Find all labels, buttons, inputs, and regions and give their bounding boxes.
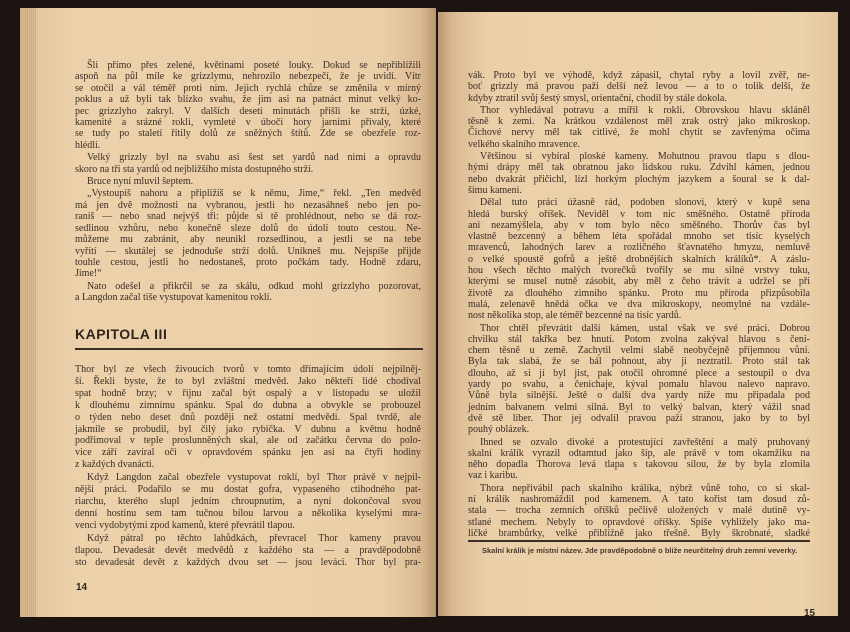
text-line: dvě stě liber. Thor jej odvalil pravou paží stranou, jako by to byl bbox=[468, 412, 810, 424]
text-line: boť grizzly má pravou paži delší než levou — a to o tolik delší, že bbox=[468, 81, 810, 93]
text-line: z každých dvanácti. bbox=[75, 459, 155, 471]
text-line: Byla tak slabá, že se bál pohnout, aby ji neztratil. Proto stál tak bbox=[468, 356, 810, 368]
chapter-heading: KAPITOLA III bbox=[75, 326, 168, 342]
paragraph bbox=[75, 152, 421, 175]
text-line: aspoň na půl míle ke grizzlymu, nehrozilo nebezpečí, že je uvidí. Vítr bbox=[75, 71, 421, 83]
text-line: něho dopadla Thorova levá tlapa s takovou silou, že by byla zlomila bbox=[468, 459, 810, 471]
left-page bbox=[20, 8, 436, 617]
text-line: Velký grizzly byl na svahu asi šest set yardů nad nimi a opravdu bbox=[87, 152, 421, 164]
text-line: ličké brambůrky, velké přibližně jako třešně. Byly škrobnaté, sladké bbox=[468, 527, 810, 539]
text-line: stala — trocha zemních oříšků pečlivě uložených v malé dutině vy- bbox=[468, 505, 810, 517]
text-line: raníš — nebo snad nejvýš tři: půjde si tě prohlédnout, nebo se dá roz- bbox=[75, 211, 421, 223]
text-line: o týden nebo deset dnů později než ostatní medvědi. Spal tvrdě, ale bbox=[75, 411, 421, 423]
right-page-text bbox=[468, 70, 810, 539]
text-line: Šli přímo přes zelené, květinami poseté louky. Dokud se nepřiblížili bbox=[87, 60, 421, 71]
text-line: Bruce nyní mluvil šeptem. bbox=[87, 176, 194, 188]
paragraph bbox=[468, 437, 810, 482]
text-line: touhle cestou, jestli ho nedostaneš, proto počkám tady. Hodně zdaru, bbox=[75, 256, 421, 268]
text-line: pec grizzlyho zakryl. V dalších deseti minutách přišli ke strži, úzké, bbox=[75, 105, 421, 117]
text-line: kdyby ztratil svůj šestý smysl, orientační, chodil by stále dokola. bbox=[468, 92, 727, 104]
paragraph bbox=[75, 176, 421, 187]
text-line: poklus a už byli tak blízko svahu, že jim asi na patnáct minut velký ko- bbox=[75, 94, 421, 106]
text-line: Jime!“ bbox=[75, 268, 102, 280]
paragraph bbox=[75, 281, 421, 304]
paragraph bbox=[75, 188, 421, 279]
text-line: velkého skalního mravence. bbox=[468, 138, 580, 150]
text-line: vyřítí — skutálej se jednoduše strží dolů. Unikneš mu. Nejspíše přijde bbox=[75, 245, 421, 257]
text-line: Thora nepřivábil pach skalního králíka, nýbrž vůně toho, co si skal- bbox=[480, 482, 810, 494]
text-line: denní hostinu sem tam tučnou bílou larvou a několika kyselými mra- bbox=[75, 507, 421, 519]
paragraph bbox=[75, 364, 421, 471]
text-line: můžeme mu zabránit, aby neunikl rozsedlinou, a jestli se na tebe bbox=[75, 234, 421, 246]
text-line: kterými se musel nutně zásobit, aby měl z čeho trávit a udržel se při bbox=[468, 276, 810, 288]
left-page-text-bottom bbox=[75, 364, 421, 568]
text-line: hými drápy měl tak obratnou jako lidskou ruku. Zdvihl kámen, jednou bbox=[468, 162, 810, 174]
text-line: vlastně bezcenný a během léta spořádal mnoho set tisíc kyselých bbox=[468, 231, 810, 243]
text-line: vák. Proto byl ve výhodě, když zápasil, chytal ryby a lovil zvěř, ne- bbox=[468, 70, 810, 81]
footnote: Skalní králík je místní název. Jde pravděpodobně o blíže neurčitelný druh zemní veverky. bbox=[482, 546, 798, 555]
text-line: má jen dvě možnosti na vybranou, jestli ho nezasáhneš nebo jen po- bbox=[75, 199, 421, 211]
paragraph bbox=[468, 105, 810, 150]
text-line: kamenité a srázné rokli, vymleté v úbočí hory jarními přívaly, které bbox=[75, 117, 421, 129]
text-line: ní králík nashromáždil pod kamenem. A tato kořist tam dosud zů- bbox=[468, 493, 810, 505]
text-line: hou všech těchto malých tvorečků tvořily se mu silné vrstvy tuku, bbox=[468, 265, 810, 277]
text-line: a Langdon začal tiše vystupovat kamenitou roklí. bbox=[75, 292, 272, 304]
text-line: k dlouhému zimnímu spánku. Spal do dubna a obvykle se probouzel bbox=[75, 399, 421, 411]
text-line: mravenců, lahodných larev a rozličného šťavnatého hmyzu, nemluvě bbox=[468, 242, 810, 254]
text-line: se tudy po staletí řítily dolů ze sněžných štítů. Zde se obezřele roz- bbox=[75, 128, 421, 140]
page-number-right: 15 bbox=[804, 608, 816, 619]
text-line: šímu kameni. bbox=[468, 184, 522, 196]
text-line: malá, zelenavě hnědá očka ve dva mikroskopy, neomylné na vzdále- bbox=[468, 298, 810, 310]
text-line: spat hodně brzy; v říjnu začal být ospalý a v listopadu se uložil bbox=[75, 387, 421, 399]
text-line: skalní králík vyrazil odtamtud jako šíp, ale právě v tom okamžiku na bbox=[468, 447, 810, 459]
text-line: se otočil a vál téměř proti nim. Jejich rychlá chůze se změnila v mírný bbox=[75, 82, 421, 94]
text-line: venci vydobytými zpod kamenů, které převrátil tlapou. bbox=[75, 519, 295, 531]
text-line: jedním balvanem velmi silná. Byl to velký balvan, který vážil snad bbox=[468, 401, 810, 413]
text-line: nebo dvakrát přičichl, lízl horkým plochým jazykem a šoural se k dal- bbox=[468, 173, 810, 185]
text-line: chvilku stál takřka bez hnutí. Potom zvolna zakýval hlavou s čeni- bbox=[468, 333, 810, 345]
text-line: Vůně byla silnější. Ještě o další dva yardy níže mu připadala pod bbox=[468, 390, 810, 402]
paragraph bbox=[75, 60, 421, 151]
text-line: jakmile se probudil, byl čilý jako rybička. V dubnu a květnu hodně bbox=[75, 423, 421, 435]
text-line: tlapou. Devadesát devět medvědů z každého sta — a pravděpodobně bbox=[75, 544, 421, 556]
text-line: ší. Řekli byste, že to byl zvláštní medvěd. Jako někteří lidé chodíval bbox=[75, 375, 421, 387]
text-line: Thor byl ze všech živoucích tvorů v tomto dřímajícím údolí nejpilněj- bbox=[75, 364, 421, 375]
text-line: Ihned se ozvalo divoké a protestující zavřeštění a malý pruhovaný bbox=[480, 436, 810, 448]
text-line: stlané mechem. Nebyly to opravdové oříšky. Spíše vyhlížely jako ma- bbox=[468, 516, 810, 528]
text-line: „Vystoupíš nahoru a připlížíš se k němu, Jime,“ řekl. „Ten medvěd bbox=[87, 188, 421, 200]
text-line: sto devadesát devět z každých dvou set — jsou leváci. Thor byl pra- bbox=[75, 556, 421, 568]
text-line: hledá burský oříšek. Neviděl v tom nic směšného. Ostatně příroda bbox=[468, 208, 810, 220]
paragraph bbox=[75, 533, 421, 569]
page-number-left: 14 bbox=[76, 582, 88, 593]
text-line: Thor vyhledával potravu a mířil k rokli. Obrovskou hlavu skláněl bbox=[480, 104, 810, 116]
text-line: životě za dlouhého zimního spánku. Proto mu příroda přizpůsobila bbox=[468, 287, 810, 299]
text-line: yardy po svahu, a čenichaje, kýval pomalu hlavou nalevo napravo. bbox=[468, 379, 810, 391]
text-line: vaz i karibu. bbox=[468, 470, 518, 482]
text-line: o velké spoustě gofrů a ještě drobnějších skalních králíků*. A záslu- bbox=[468, 253, 810, 265]
text-line: podřimoval v teple proslunněných skal, ale od začátku června do polo- bbox=[75, 435, 421, 447]
page-edges bbox=[24, 8, 36, 617]
text-line: Dělal tuto práci úžasně rád, podoben slonovi, který v kupě sena bbox=[480, 197, 810, 209]
text-line: sedlinou vzhůru, nebo konečně sleze dolů do údolí touto cestou. Ne- bbox=[75, 222, 421, 234]
footnote-rule bbox=[468, 540, 810, 542]
text-line: těsně k zemi. Na krátkou vzdálenost měl zrak ostrý jako mikroskop. bbox=[468, 116, 810, 128]
text-line: Čichové nervy měl tak citlivé, že mohl chytit se zavřenýma očima bbox=[468, 127, 810, 139]
text-line: Když pátral po těchto lahůdkách, převracel Thor kameny pravou bbox=[87, 532, 421, 544]
text-line: Nato odešel a přikrčil se za skálu, odkud mohl grizzlyho pozorovat, bbox=[87, 280, 421, 292]
text-line: Většinou si vybíral ploské kameny. Mohutnou pravou tlapu s dlou- bbox=[480, 151, 810, 163]
text-line: nost několika stop, ale téměř bezcenné na tisíc yardů. bbox=[468, 310, 682, 322]
text-line: Thor chtěl převrátit další kámen, ustal však ve své práci. Dobrou bbox=[480, 322, 810, 334]
paragraph bbox=[468, 323, 810, 436]
paragraph bbox=[468, 197, 810, 321]
paragraph bbox=[468, 483, 810, 539]
text-line: Když Langdon začal obezřele vystupovat roklí, byl Thor právě v nejpil- bbox=[87, 472, 421, 484]
text-line: nější práci. Podařilo se mu dostat gofra, vypaseného ctihodného pat- bbox=[75, 484, 421, 496]
left-page-text-top bbox=[75, 60, 421, 304]
text-line: chem těsně u země. Zachytil velmi slabě neobyčejně příjemnou vůni. bbox=[468, 345, 810, 357]
paragraph bbox=[75, 472, 421, 532]
chapter-rule bbox=[75, 348, 423, 350]
right-page bbox=[438, 12, 838, 619]
paragraph bbox=[468, 151, 810, 196]
text-line: dlouho, až si jí byl jist, pak otočil ohromné plece a sestoupil o dva bbox=[468, 367, 810, 379]
text-line: riarchu, kterého slupl jedním chroupnutím, a nyní dokončoval svou bbox=[75, 495, 421, 507]
text-line: vice září zavíral oči v opravdovém spánku jen asi na čtyři hodiny bbox=[75, 447, 421, 459]
paragraph bbox=[468, 70, 810, 104]
text-line: pouhý oblázek. bbox=[468, 424, 530, 436]
text-line: hlédli. bbox=[75, 139, 101, 151]
text-line: skoro na tři sta yardů od nejbližšího místa dostupného strží. bbox=[75, 163, 314, 175]
text-line: ani nezamýšlela, aby v tom bylo něco směšného. Thorův čas byl bbox=[468, 219, 810, 231]
